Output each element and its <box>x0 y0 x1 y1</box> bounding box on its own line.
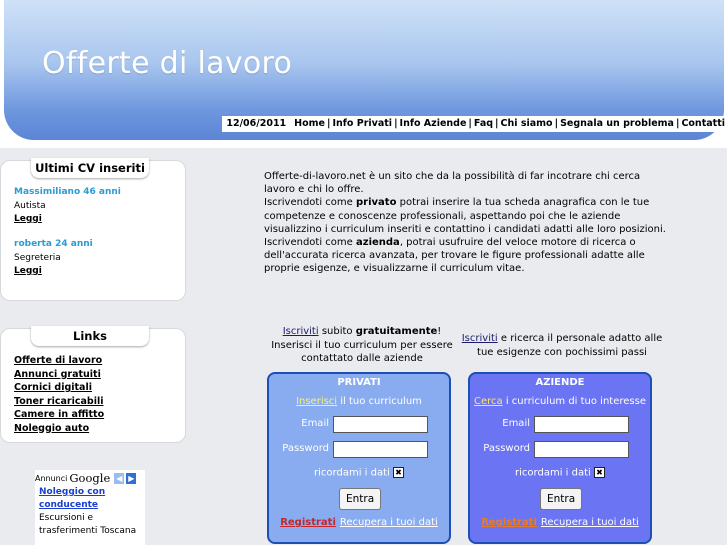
link-camere-affitto[interactable]: Camere in affitto <box>14 409 105 420</box>
nav-home[interactable]: Home <box>294 118 325 129</box>
promo-text: Inserisci il tuo curriculum per essere contattato dalle aziende <box>271 339 453 364</box>
nav-separator: | <box>394 118 398 129</box>
link-toner-ricaricabili[interactable]: Toner ricaricabili <box>14 395 104 407</box>
nav-faq[interactable]: Faq <box>473 118 494 129</box>
aziende-login-panel <box>468 372 652 544</box>
cv-job: Segreteria <box>14 253 61 263</box>
ad-text: Escursioni e trasferimenti Toscana <box>39 513 137 536</box>
aziende-remember-checkbox[interactable]: ✖ <box>594 467 605 478</box>
privati-signup-link[interactable]: Iscriviti <box>282 326 319 337</box>
intro-text-segment: Iscrivendoti come <box>264 197 356 209</box>
chevron-right-icon[interactable]: ▶ <box>128 473 135 483</box>
nav-separator: | <box>554 118 559 129</box>
privati-password-field[interactable] <box>333 441 428 458</box>
promo-text: ! <box>437 326 442 337</box>
promo-text: e ricerca il personale adatto alle tue esigenze con pochissimi passi <box>477 333 663 358</box>
privati-remember-label: ricordami i dati <box>314 467 390 479</box>
chevron-left-icon[interactable]: ◀ <box>116 473 123 483</box>
intro-keyword-privato: privato <box>356 197 397 209</box>
nav-segnala-problema[interactable]: Segnala un problema <box>560 118 674 129</box>
privati-login-header: PRIVATI <box>337 377 381 388</box>
aziende-login-button[interactable]: Entra <box>540 488 582 510</box>
nav-contatti[interactable]: Contatti <box>681 118 725 129</box>
cv-name: Massimiliano 46 anni <box>14 187 121 197</box>
cv-entry <box>14 239 121 276</box>
promo-privati <box>262 325 462 366</box>
intro-text-segment: potrai inserire la tua scheda anagrafica con le tue competenze e conoscenze professionali, aspettando poi che le aziende visualizzino i curriculum inseriti e contattino i candidati adatti alle loro posizioni. <box>264 197 666 235</box>
privati-login-footer <box>269 517 449 528</box>
privati-login-panel <box>267 372 451 544</box>
ad-link[interactable]: Noleggio con conducente <box>39 487 106 510</box>
privati-login-button[interactable]: Entra <box>339 488 381 510</box>
aziende-email-field[interactable] <box>534 416 629 433</box>
link-offerte-lavoro[interactable]: Offerte di lavoro <box>14 355 103 366</box>
nav-separator: | <box>468 118 472 129</box>
intro-text <box>264 170 674 276</box>
ads-header <box>35 470 145 486</box>
google-ads <box>35 470 145 545</box>
cv-read-link[interactable]: Leggi <box>14 266 42 276</box>
privati-email-field[interactable] <box>333 416 428 433</box>
privati-register-link[interactable]: Registrati <box>280 517 336 528</box>
top-navigation <box>222 116 725 132</box>
aziende-email-label: Email <box>502 418 530 429</box>
aziende-login-footer <box>470 517 650 528</box>
aziende-login-subtitle <box>470 396 650 407</box>
aziende-login-header: AZIENDE <box>535 377 585 388</box>
aziende-register-link[interactable]: Registrati <box>481 517 537 528</box>
link-cornici-digitali[interactable]: Cornici digitali <box>14 382 92 393</box>
header <box>0 0 727 148</box>
link-noleggio-auto[interactable]: Noleggio auto <box>14 422 90 434</box>
aziende-recover-link[interactable]: Recupera i tuoi dati <box>540 517 639 528</box>
cv-job: Autista <box>14 201 46 211</box>
aziende-password-label: Password <box>483 443 530 454</box>
privati-remember-checkbox[interactable]: ✖ <box>393 467 404 478</box>
cv-read-link[interactable]: Leggi <box>14 214 42 224</box>
intro-text-segment: , potrai usufruire del veloce motore di ricerca o dell'accurata ricerca avanzata, per trovare le figure professionali adatte alle proprie esigenze, e visualizzarne il curriculum vitae. <box>264 237 645 275</box>
aziende-remember-row <box>470 467 650 479</box>
intro-paragraph: Offerte-di-lavoro.net è un sito che da la possibilità di far incotrare chi cerca lavoro e chi lo offre. <box>264 171 641 196</box>
intro-keyword-azienda: azienda <box>356 237 400 249</box>
nav-chi-siamo[interactable]: Chi siamo <box>500 118 553 129</box>
nav-separator: | <box>327 118 331 129</box>
aziende-search-cv-link[interactable]: Cerca <box>474 396 503 407</box>
nav-separator: | <box>495 118 499 129</box>
aziende-password-field[interactable] <box>534 441 629 458</box>
aziende-remember-label: ricordami i dati <box>515 467 591 479</box>
links-title: Links <box>31 326 149 346</box>
links-list <box>14 354 104 435</box>
nav-info-aziende[interactable]: Info Aziende <box>399 118 467 129</box>
privati-recover-link[interactable]: Recupera i tuoi dati <box>339 517 438 528</box>
intro-paragraph-privati <box>264 196 674 236</box>
intro-text-segment: Iscrivendoti come <box>264 237 356 249</box>
login-subtitle-text: i curriculum di tuo interesse <box>502 396 646 407</box>
aziende-signup-link[interactable]: Iscriviti <box>461 333 498 344</box>
privati-password-label: Password <box>282 443 329 454</box>
site-title: Offerte di lavoro <box>42 46 293 81</box>
promo-text: subito <box>318 326 356 337</box>
login-subtitle-text: il tuo curriculum <box>337 396 422 407</box>
promo-aziende <box>456 332 668 359</box>
latest-cv-title: Ultimi CV inseriti <box>31 158 149 178</box>
cv-name: roberta 24 anni <box>14 239 93 249</box>
link-annunci-gratuiti[interactable]: Annunci gratuiti <box>14 368 101 380</box>
cv-entry <box>14 187 121 224</box>
intro-paragraph-aziende <box>264 236 674 276</box>
cv-list <box>14 187 121 291</box>
latest-cv-box <box>0 160 186 301</box>
ads-label: Annunci <box>35 473 68 483</box>
nav-separator: | <box>675 118 680 129</box>
nav-info-privati[interactable]: Info Privati <box>332 118 393 129</box>
privati-login-subtitle <box>269 396 449 407</box>
privati-insert-cv-link[interactable]: Inserisci <box>296 396 338 407</box>
nav-date: 12/06/2011 <box>226 118 287 129</box>
promo-bold: gratuitamente <box>355 326 438 337</box>
google-logo: Google <box>69 470 111 485</box>
privati-remember-row <box>269 467 449 479</box>
links-box <box>0 328 186 443</box>
privati-email-label: Email <box>301 418 329 429</box>
